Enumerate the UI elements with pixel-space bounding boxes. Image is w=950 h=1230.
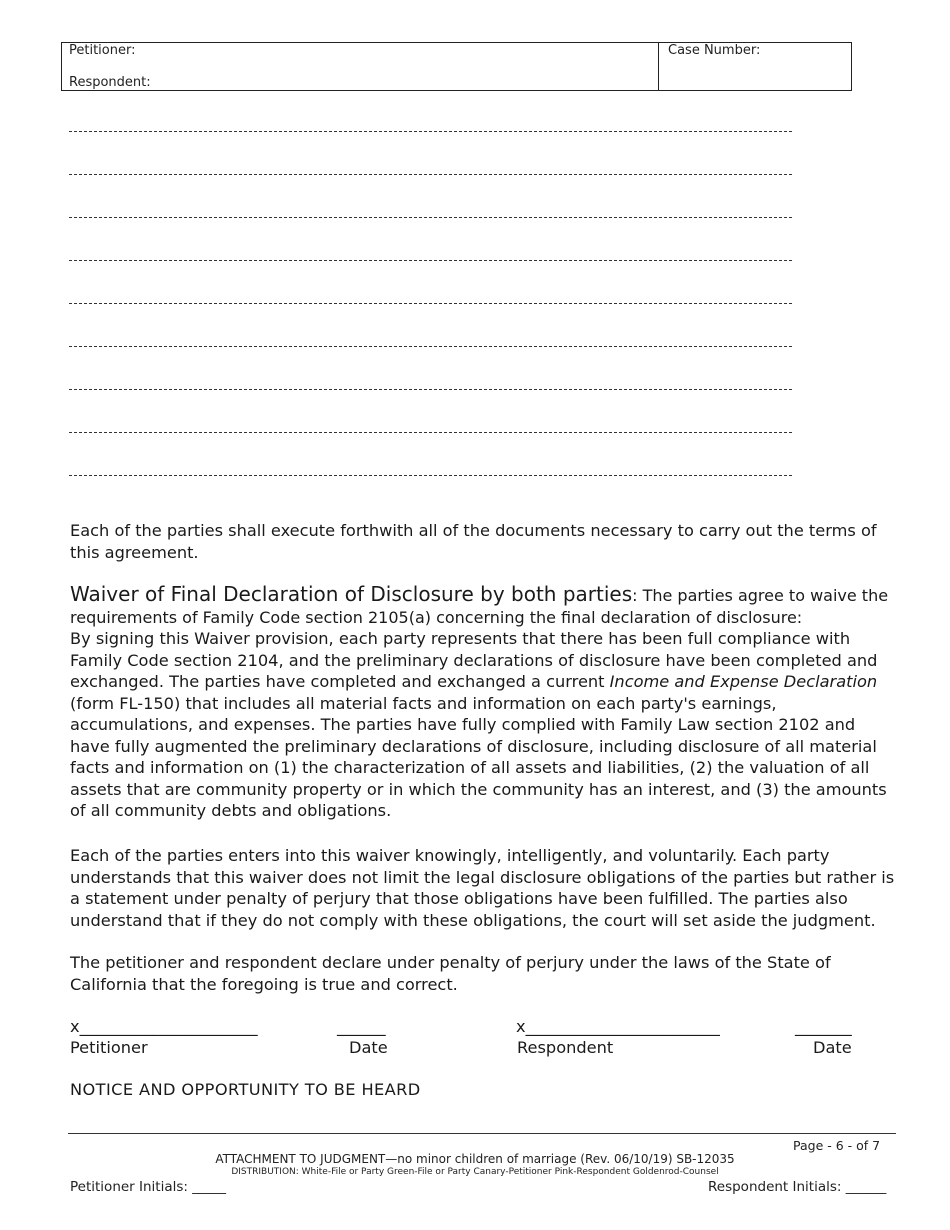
petitioner-date-line[interactable]: ______ (337, 1017, 386, 1036)
waiver-lead: : The parties agree to waive the requirements of Family Code section 2105(a) concerning the final declaration of disclosure: (70, 586, 889, 627)
knowingly-paragraph (70, 845, 900, 931)
fill-line[interactable] (69, 346, 792, 347)
form-title: ATTACHMENT TO JUDGMENT—no minor children of marriage (Rev. 06/10/19) SB-12035 (215, 1152, 735, 1166)
respondent-signature-line[interactable]: x________________________ (516, 1017, 720, 1036)
petitioner-date-label: Date (349, 1038, 388, 1057)
knowingly-text: Each of the parties enters into this waiver knowingly, intelligently, and voluntarily. Each party understands that this waiver does not limit the legal disclosure obligations of the parties but rather is a statement under penalty of perjury that those obligations have been fulfilled. The parties also understand that if they do not comply with these obligations, the court will set aside the judgment. (70, 846, 895, 930)
fill-line[interactable] (69, 217, 792, 218)
waiver-body-part2: (form FL-150) that includes all material facts and information on each party's earnings, accumulations, and expenses. The parties have fully complied with Family Law section 2102 and have fully augmented the preliminary declarations of disclosure, including disclosure of all material facts and information on (1) the characterization of all assets and liabilities, (2) the valuation of all assets that are community property or in which the community has an interest, and (3) the amounts of all community debts and obligations. (70, 693, 887, 820)
fill-line[interactable] (69, 389, 792, 390)
petitioner-label: Petitioner: (69, 43, 136, 58)
fill-line[interactable] (69, 131, 792, 132)
petitioner-initials[interactable]: Petitioner Initials: _____ (70, 1179, 226, 1195)
fill-line[interactable] (69, 303, 792, 304)
execute-text: Each of the parties shall execute forthwith all of the documents necessary to carry out the terms of this agreement. (70, 521, 877, 562)
distribution-note: DISTRIBUTION: White-File or Party Green-File or Party Canary-Petitioner Pink-Respondent Goldenrod-Counsel (231, 1167, 719, 1177)
petitioner-signature-label: Petitioner (70, 1038, 148, 1057)
fill-line[interactable] (69, 432, 792, 433)
footer-divider (68, 1133, 896, 1134)
perjury-text: The petitioner and respondent declare under penalty of perjury under the laws of the State of California that the foregoing is true and correct. (70, 953, 831, 994)
respondent-signature-label: Respondent (517, 1038, 614, 1057)
waiver-body-part1: By signing this Waiver provision, each party represents that there has been full compliance with Family Code section 2104, and the preliminary declarations of disclosure have been completed and exchanged. The parties have completed and exchanged a current (70, 629, 878, 691)
perjury-paragraph (70, 952, 900, 995)
notice-heading: NOTICE AND OPPORTUNITY TO BE HEARD (70, 1080, 421, 1099)
respondent-date-label: Date (813, 1038, 852, 1057)
waiver-title: Waiver of Final Declaration of Disclosure by both parties (70, 582, 633, 606)
page-number: Page - 6 - of 7 (793, 1138, 881, 1153)
fill-line[interactable] (69, 174, 792, 175)
waiver-section (70, 584, 900, 822)
petitioner-signature-line[interactable]: x______________________ (70, 1017, 258, 1036)
parties-cell (62, 43, 659, 90)
respondent-initials[interactable]: Respondent Initials: ______ (708, 1179, 887, 1195)
case-number-label: Case Number: (668, 43, 761, 58)
execute-paragraph (70, 520, 900, 563)
income-expense-form-title: Income and Expense Declaration (609, 672, 878, 691)
caption-box (61, 42, 852, 91)
respondent-date-line[interactable]: _______ (795, 1017, 852, 1036)
fill-line[interactable] (69, 260, 792, 261)
respondent-label: Respondent: (69, 75, 151, 90)
fill-line[interactable] (69, 475, 792, 476)
